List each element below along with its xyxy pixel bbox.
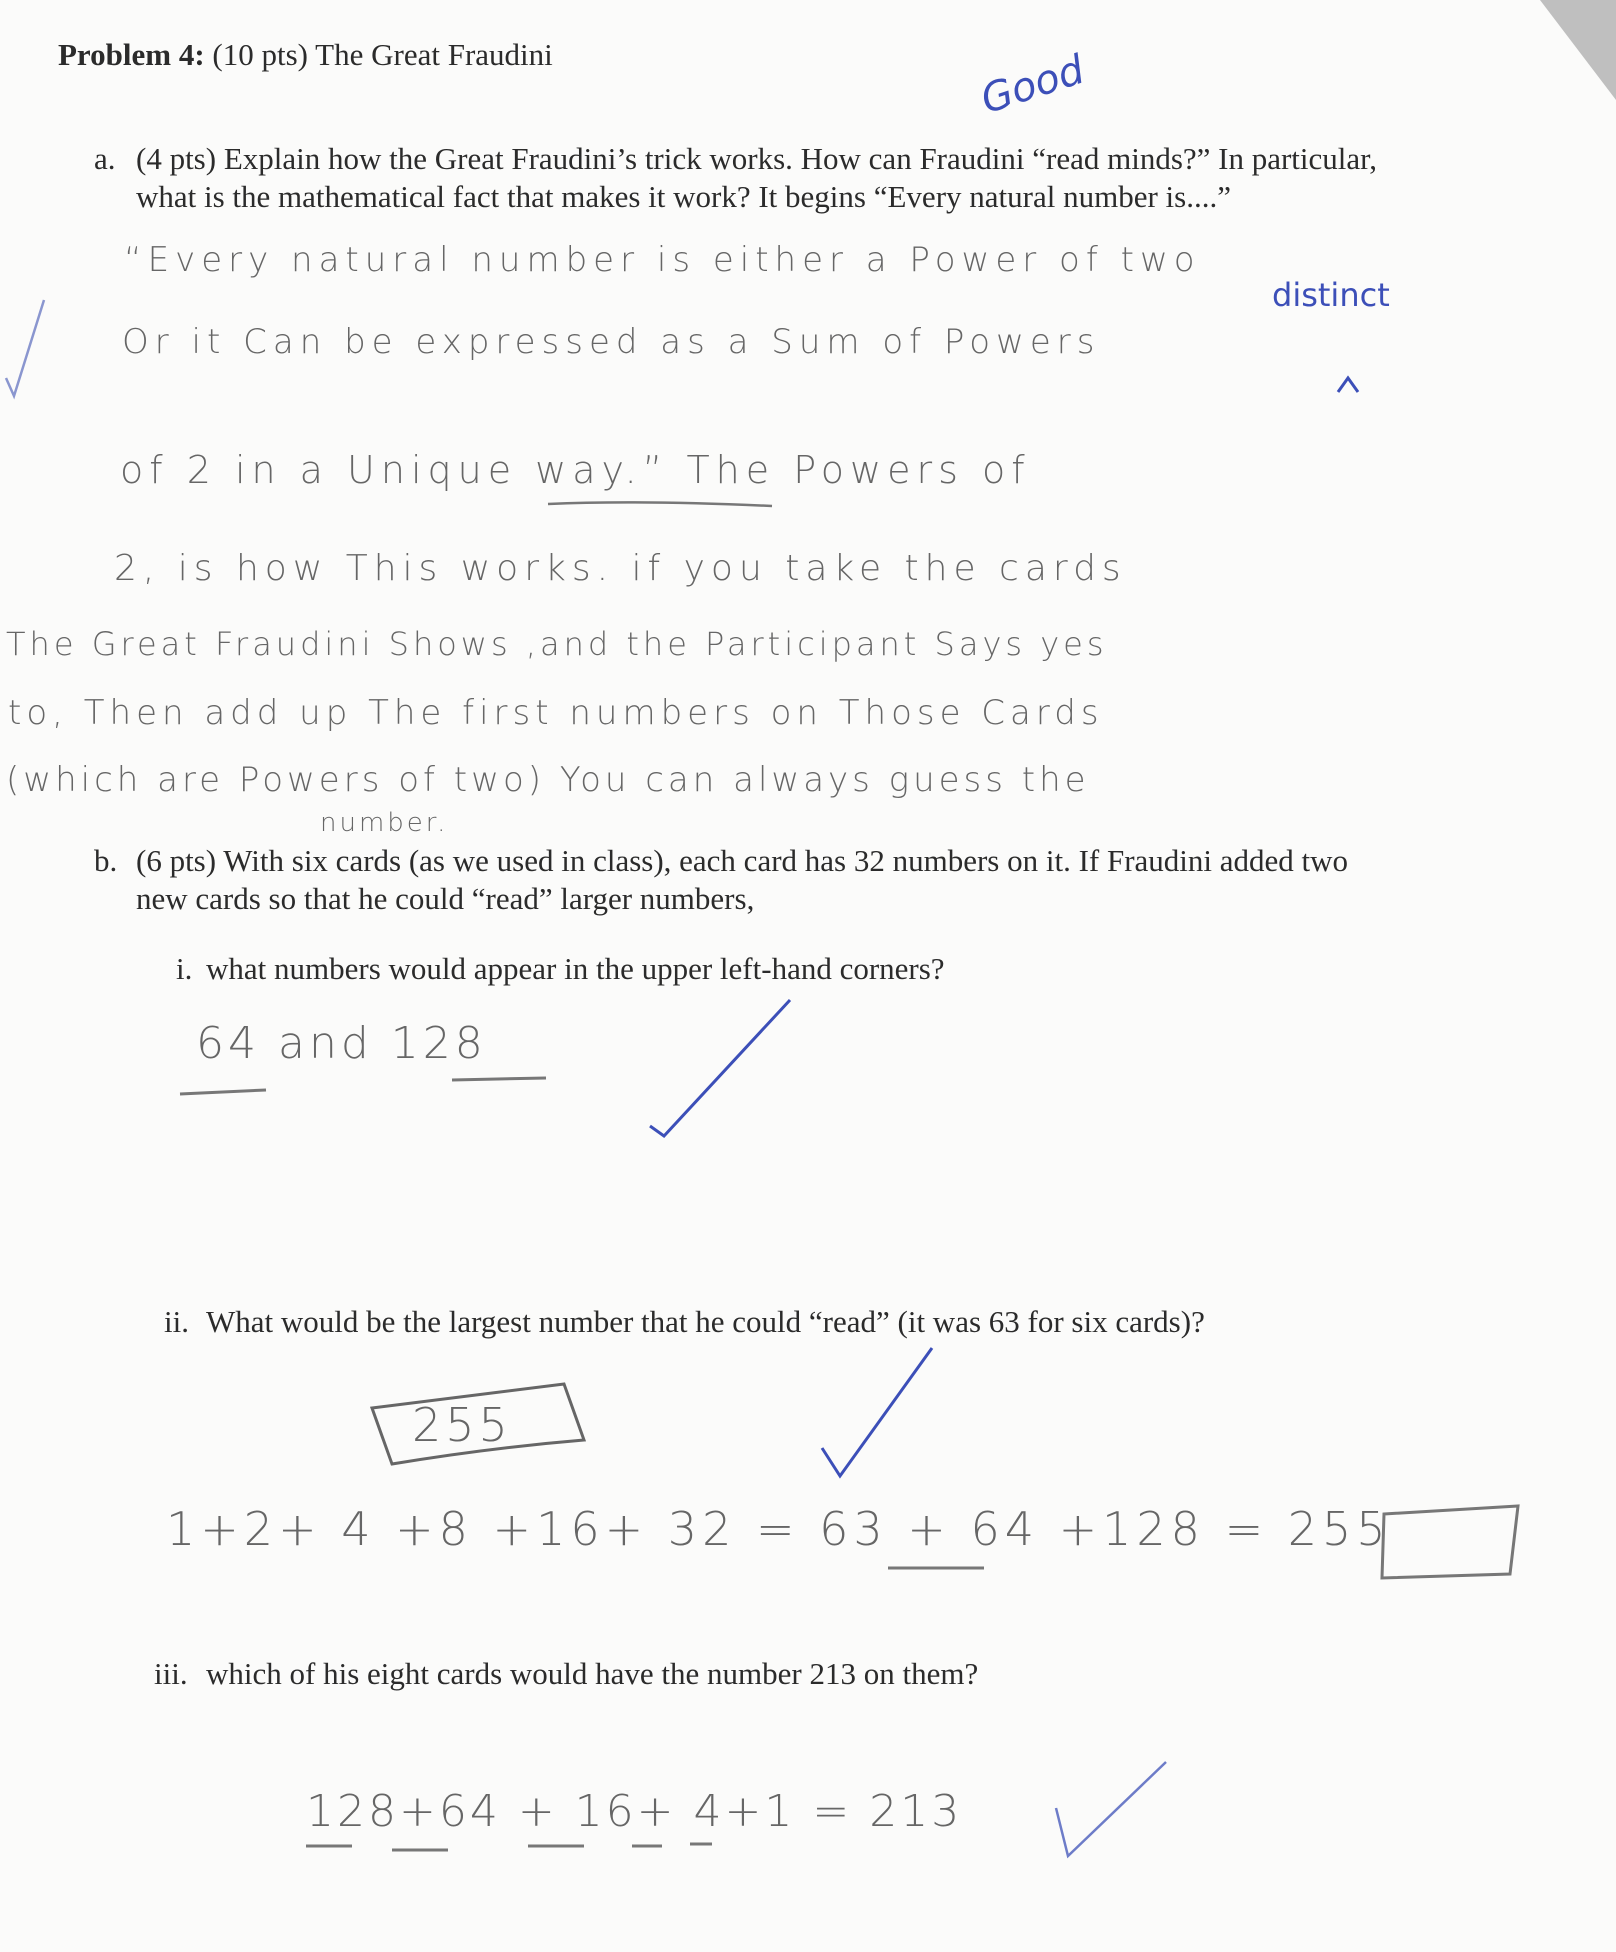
answer-a-line-3: of 2 in a Unique way.” The Powers of bbox=[120, 448, 1031, 492]
answer-a-line-2: Or it Can be expressed as a Sum of Powers bbox=[122, 322, 1101, 362]
question-i-label: i. bbox=[176, 951, 193, 986]
box-255 bbox=[372, 1384, 584, 1464]
insert-caret bbox=[1338, 378, 1358, 392]
part-a-prompt-line2: what is the mathematical fact that makes it work? It begins “Every natural number is....” bbox=[136, 179, 1231, 214]
page-corner-shadow bbox=[1540, 0, 1616, 100]
question-i-text: what numbers would appear in the upper left-hand corners? bbox=[206, 951, 945, 986]
part-b-prompt-line2: new cards so that he could “read” larger numbers, bbox=[136, 881, 755, 916]
answer-a-line-6: to, Then add up The first numbers on Those Cards bbox=[8, 693, 1104, 733]
underline-64 bbox=[180, 1090, 266, 1094]
check-mark-a bbox=[6, 300, 44, 396]
underline-128 bbox=[452, 1078, 546, 1080]
problem-heading-bold: Problem 4: bbox=[58, 37, 205, 72]
answer-a-line-5: The Great Fraudini Shows ,and the Participant Says yes bbox=[6, 625, 1108, 663]
grader-insert-distinct: distinct bbox=[1272, 276, 1390, 314]
check-mark-i bbox=[650, 1000, 790, 1136]
answer-i: 64 and 128 bbox=[196, 1018, 487, 1069]
answer-ii-work: 1+2+ 4 +8 +16+ 32 = 63 + 64 +128 = 255 bbox=[166, 1502, 1391, 1556]
question-iii-label: iii. bbox=[154, 1656, 188, 1691]
part-b-label: b. bbox=[94, 843, 118, 878]
question-ii-label: ii. bbox=[164, 1304, 189, 1339]
part-a-label: a. bbox=[94, 141, 116, 176]
check-mark-iii bbox=[1056, 1762, 1166, 1856]
grader-note-good: Good bbox=[975, 46, 1090, 124]
answer-iii: 128+64 + 16+ 4+1 = 213 bbox=[306, 1786, 963, 1837]
question-ii-text: What would be the largest number that he could “read” (it was 63 for six cards)? bbox=[206, 1304, 1205, 1339]
part-a-prompt-line1: (4 pts) Explain how the Great Fraudini’s trick works. How can Fraudini “read minds?” In particular, bbox=[136, 141, 1377, 176]
question-iii-text: which of his eight cards would have the number 213 on them? bbox=[206, 1656, 979, 1691]
part-b-prompt-line1: (6 pts) With six cards (as we used in class), each card has 32 numbers on it. If Fraudini added two bbox=[136, 843, 1349, 878]
answer-ii-boxed: 255 bbox=[412, 1398, 512, 1452]
answer-a-line-8: number. bbox=[320, 808, 449, 838]
answer-a-line-7: (which are Powers of two) You can always guess the bbox=[6, 760, 1090, 800]
underline-unique bbox=[548, 502, 772, 506]
problem-heading-title: (10 pts) The Great Fraudini bbox=[212, 37, 553, 72]
answer-a-line-4: 2, is how This works. if you take the cards bbox=[114, 548, 1127, 589]
answer-a-line-1: “Every natural number is either a Power of two bbox=[124, 240, 1201, 280]
box-255-work bbox=[1382, 1506, 1518, 1578]
check-mark-ii bbox=[822, 1348, 932, 1476]
